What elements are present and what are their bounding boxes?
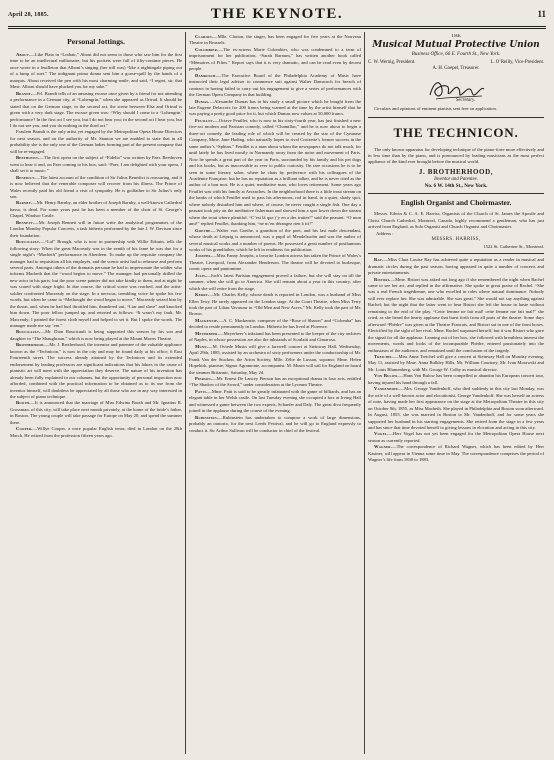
- article-paragraph: [368, 431, 544, 444]
- officer-president: C. W. Wernig, President.: [368, 59, 416, 65]
- article-paragraph: [189, 331, 361, 344]
- article-text: —Miss Fanny Josephs, a favorite London actress has taken the Prince of Wales’s Theatre, Liverpool, from Alexander Henderson. The theatre will be devoted to burlesque, comic opera and pantomime.: [189, 253, 361, 272]
- divider: [368, 193, 544, 194]
- article-text: —Mr. Henry Barnby, an elder brother of Joseph Barnby, a well-known Cathedral basso, is dead. For some years past he has been a member of the choir of St. George’s Chapel, Windsor Castle.: [10, 200, 182, 219]
- article-paragraph: [189, 253, 361, 272]
- article-text: —The correspondence of Richard Wagner, which has been edited by Herr Kastner, will appear in Vienna some time in May. The correspondence comprises the period of Wagner’s life from 1830 to 1883.: [368, 444, 544, 463]
- article-text: —Mr. J. Brotherhood, the inventor and patentee of the valuable appliance known as the “Technicon,” is now in the city and may be found daily at his office, 6 East Fourteenth street. The success already attained by the Technicon and its extended endorsement by leading professors are significant indications that his labors in the cause of pianistic art will meet with the appreciation they deserve. The nature of his invention has already been fully explained in our columns, but the opportunity of personal inspection now afforded, combined with the practical information to be obtained as to its use from the inventor himself, will doubtless be appreciated by all those who are in any way interested in the subject of piano technique.: [10, 342, 182, 400]
- article-lead: Dumas.: [195, 98, 210, 104]
- article-lead: Josephs.: [195, 253, 212, 259]
- article-text: —Herr Vogel has not yet been engaged for the Metropolitan Opera House next season as currently reported.: [368, 431, 544, 443]
- article-paragraph: [368, 354, 544, 373]
- article-lead: Benedict.: [16, 174, 36, 180]
- article-lead: Pierson.: [195, 376, 213, 382]
- article-text: Fraulein Brandt is the only artist yet engaged by the Metropolitan Opera House Directors for next season, and on the authority of Mr. Stanton we are enabled to state that in all probability she is the only one of the German ladies forming part of the present company that will be re-engaged.: [10, 129, 182, 154]
- technicon-maker: J. BROTHERHOOD,: [418, 167, 494, 176]
- article-text: —Hans Von Bulow has been compelled to abandon his European concert tour, having injured his hand through a fall.: [368, 373, 544, 385]
- union-ad-title: Musical Mutual Protective Union: [372, 39, 540, 50]
- ad-note: Circulars and opinions of eminent pianists sent free on application.: [374, 105, 497, 111]
- article-text: —Alexandre Dumas has in his study a small picture which he bought from the late Eugene Delacroix for 200 francs being warned at the time by the artist himself that he was paying a pretty good price for it, but which Dumas now values at 50,000 francs.: [189, 98, 361, 117]
- article-lead: Mackenzie.: [195, 317, 219, 323]
- column-advertisements: [368, 34, 544, 756]
- article-lead: Booth.: [16, 400, 31, 406]
- article-lead: Treichel.: [374, 353, 394, 359]
- article-paragraph: [10, 400, 182, 426]
- article-lead: Damrosch.: [195, 72, 217, 78]
- article-text: —“Lal” Brough, who is now in partnership with Willie Edouin, tells the following story: When the great Macready was in the zenith of his fame he was due for a single night’s “Macbeth” performance in Aberdeen. To make up the requisite company the manager had to requisition all his employés, and the scenic artist had to rehearse and perform several parts. Amongst others of the dramatis personæ he had to impersonate the soldier who informs Macbeth that the “wood begins to move.” The manager had personally drilled the new actor in his parts, but the poor scene painter did not take kindly to them, and at night he was scared with stage fright. In due course, the critical scene was reached, and the artist-soldier confronted Macready on the stage. In a nervous, trembling voice he spoke his few words, but when he came to “Methought the wood began to move,” Macready seized him by the throat, and, when he had hurl throttled him, thundered out, “Liar and slave” and knocked him down. The poor fellow jumped up, and retorted as follows: “It wasn’t my fault, Mr. Macready; I painted the forest cloth myself and helped to set it. But I spoke the words. The manager made me say ’em.”: [10, 239, 182, 329]
- organist-address-street: 1522 St. Catherine St., Montreal.: [483, 243, 544, 249]
- column-divider: [185, 32, 186, 754]
- article-paragraph: [10, 329, 182, 342]
- article-lead: About.: [16, 52, 31, 57]
- article-text: —It is announced that the marriage of Miss Edwina Booth and Mr. Ignatius R. Grossman, of this city, will take place next month privately, at the home of the bride’s father, in Boston. The young couple will take passage for Europe on May 20, and spend the summer there.: [10, 400, 182, 425]
- article-text: —Juch’s latest Parisian engagement proved a failure, but she will stay on till the summer, when she will go to America. She will remain about a year in this country, after which she will retire from the stage.: [189, 272, 361, 291]
- article-paragraph: [189, 47, 361, 73]
- article-paragraph: [189, 415, 361, 434]
- union-ad-address: Business Office, 66 E. Fourth St., New York.: [411, 51, 501, 57]
- article-text: —Mr. Ernest De Lancey Pierson has an exceptional drama in four acts, entitled “The Shadow of the Sword,” under consideration at the Lyceum Theatre.: [189, 376, 361, 388]
- article-text: —Like Plato in “Lothair,” About did not seem to those who saw him for the first time to be an intellectual millionaire, but his pockets were full of fifty-centime pieces. He once wrote in a feuilleton that Alboni’s singing (her trill was) “like a nightingale piping out of a lump of suet.” The indignant prima donna sent him a goose-quill by the hands of a marquis. About received the pen with his most charming smile, and said, “I regret, sir, that Mme. Alboni should have plucked you for my sake.”: [10, 52, 182, 90]
- article-lead: Munn.: [195, 343, 208, 349]
- article-text: —M. Oviede Musin will give a farewell concert at Steinway Hall, Wednesday, April 29th, 1885, assisted by an orchestra of sixty performers under the conductorship of Mr. Frank Van der Stucken, the Arion Society, Mlle. Zélie de Lussan, soprano; Mme. Helen Hopekirk, pianiste; Signor Agramonte, accompanist. M. Musin will sail for England on board the steamer Britannic, Saturday, May 2d.: [189, 343, 361, 375]
- article-lead: Feuillet.: [195, 117, 215, 123]
- article-paragraph: [189, 118, 361, 228]
- page-number: 11: [537, 9, 546, 19]
- article-text: —The ex-actress Marie Colombier, who was condemned to a term of imprisonment for her publication, “Sarah Barnum,” has written another book called “Mémoires of Fifies.” Report says that it is very dramatic, and can be read even by decent people.: [189, 46, 361, 72]
- article-text: —The Executive Board of the Philadelphia Academy of Music have instructed their legal adviser to commence suit against Walter Damrosch for breach of contract in having failed to carry out his engagement to give a series of performances with the German Opera Company in that building.: [189, 72, 361, 98]
- column-personal-jottings: [10, 34, 182, 756]
- masthead-title: THE KEYNOTE.: [210, 6, 344, 22]
- article-paragraph: [189, 99, 361, 118]
- article-paragraph: [189, 292, 361, 318]
- article-paragraph: [368, 277, 544, 354]
- article-list: [10, 52, 182, 439]
- article-paragraph: [189, 73, 361, 99]
- article-lead: Vogel.: [374, 431, 389, 437]
- article-text: —A. C. Mackenzie, composer of the “Rose of Sharon” and “Colomba” has decided to reside permanently in London. Hitherto he has lived at Florence.: [189, 317, 361, 330]
- article-text: —Willye Cooper, a once popular English tenor, died in London on the 28th March. He retired from the profession fifteen years ago.: [10, 426, 182, 438]
- article-lead: Rubinstein.: [195, 414, 219, 420]
- article-lead: Bennett.: [16, 219, 35, 225]
- article-lead: Colombier.: [195, 46, 219, 52]
- article-lead: Wagner.: [374, 444, 392, 450]
- article-lead: Juch.: [195, 272, 207, 278]
- article-text: —The first opera on the subject of “Fidelio” was written by Paer. Beethoven went to hear it and, on Paer coming to his box, said: “Paer, I am delighted with your opera, I shall set it to music.”: [10, 155, 182, 174]
- article-paragraph: [10, 220, 182, 239]
- issue-date: April 28, 1885.: [8, 12, 49, 18]
- article-text: —Mme. Ristori was asked not long ago if she remembered the night when Rachel came to see her act, and replied in the affirmative. She spoke in great praise of Rachel. “She was a real French tragédienne, one who excelled in roles where natural dominance. Nobody will ever replace her. She was admirable. She was great.” She would not say anything against Rachel; but the night that the latter went to hear Ristori she left the house in haste without remaining to the end of the play. “Cette femme ne fait mal! cette femme me fait mal!” she cried, as she heard the hearty applause that burst forth from all parts of the theatre. Some days afterward “Phèdre” was given at the Theatre Francais, and Ristori sat in one of the front boxes. Electrified by the sight of her rival, Mme. Rachel surpassed herself, but it was Ristori who gave the signal for all the applause. Leaning out of her box, she followed with breathless interest the movements, words and looks of the incomparable Phèdre, entered passionately into the enthusiasm of the audience, and remained until the conclusion of the tragedy.: [368, 276, 544, 353]
- article-paragraph: [189, 344, 361, 376]
- organist-ad-body: Messrs. Edwin & C. A. E. Harriss, Organists of the Church of St. James the Apostle and Christ Church Cathedral, Montreal, Canada, highly recommend a gentleman, who has just arrived from England, as Solo Organist and Church Organist and Choirmaster.: [368, 211, 544, 230]
- organist-ad-title: English Organist and Choirmaster.: [400, 198, 512, 208]
- technicon-ad-body: The only known apparatus for developing technique of the piano-forte more effectively and in less time than by the piano, and is pronounced by leading musicians as the most perfect appliance of the kind ever brought before the musical world.: [368, 146, 544, 165]
- organist-address-name: MESSRS. HARRISS,: [431, 237, 481, 243]
- article-text: —Meyerbeer’s inkstand has been presented to the keeper of the city archives of Naples, in whose possession are also the inkstands of Scarlatti and Cimarosa.: [189, 330, 361, 343]
- article-lead: Boucicault.: [16, 239, 41, 245]
- article-paragraph: [10, 239, 182, 329]
- article-lead: Cooper.: [16, 426, 33, 432]
- technicon-ad-title: THE TECHNICON.: [393, 124, 519, 140]
- column-middle: [189, 34, 361, 756]
- ad-kicker: THE: [451, 34, 461, 39]
- technicon-maker-role: Inventor and Patentee.: [434, 176, 478, 182]
- section-heading: Personal Jottings.: [67, 37, 125, 46]
- article-text: —Miss Clara Louise Ray has achieved quite a reputation as a reader in musical and dramatic circles during the past season, having appeared in quite a number of concerts and private entertainments.: [368, 257, 544, 276]
- article-paragraph: [189, 34, 361, 47]
- article-text: —Mme. Patti is said to be greatly infatuated with the game of billiards, and has an elegant table in her Welsh castle. On last Tuesday evening she occupied a box at Irving Hall and witnessed a game between the two experts, Schaefer and Daly. The great diva frequently joined in the applause during the course of the evening.: [189, 388, 361, 414]
- organist-address-label: Address :: [376, 230, 394, 236]
- header-rule-thin: [8, 28, 546, 29]
- article-paragraph: [10, 200, 182, 219]
- article-paragraph: [10, 155, 182, 174]
- article-paragraph: [189, 228, 361, 254]
- article-paragraph: [189, 318, 361, 331]
- article-text: —Frl. Brandt tells of an amusing excuse once given by a friend for not attending a performance in a German city, of “Lohengrin,” when she appeared as Ortrud. It should be stated that on the German stage, in the second act, the scene between Elsa and Ortrud is given with a very dark stage. The excuse given was: “Why should I come to a ‘Lohengrin’ performance? In the first act I see you, but I do not hear you; in the second act I hear you, but I do not see you, and you do nothing in the third act.”: [10, 90, 182, 128]
- article-paragraph: [189, 376, 361, 389]
- article-paragraph: [10, 91, 182, 130]
- signature-block: [368, 75, 544, 105]
- article-lead: Von Bulow.: [374, 373, 399, 379]
- article-paragraph: [368, 386, 544, 431]
- officer-vice-president: L. O’Reilly, Vice-President.: [490, 59, 544, 65]
- article-lead: Patti.: [195, 388, 208, 394]
- technicon-maker-address: No. 6 W. 14th St., New York.: [424, 183, 488, 190]
- article-paragraph: [189, 389, 361, 415]
- article-paragraph: [368, 373, 544, 386]
- article-text: —Miss Anna Treichel will give a concert at Steinway Hall on Monday evening, May 11, assisted by Mme. Anna Bulkley Hills, Mr. William Courtney, Mr. Ivan Morawski and Mr. Louis Blumenberg, with Mr. George W. Colby as musical director.: [368, 353, 544, 372]
- article-lead: Clarion.: [195, 34, 214, 39]
- officer-treasurer: A. H. Goepel, Treasurer.: [432, 66, 480, 71]
- article-paragraph: [189, 273, 361, 292]
- article-lead: Meyerbeer.: [195, 330, 219, 336]
- signature-caption: Secretary.: [456, 97, 476, 103]
- article-paragraph: [10, 52, 182, 91]
- article-paragraph: [10, 342, 182, 400]
- article-lead: Boucicault.: [16, 329, 41, 335]
- page-header: [8, 6, 546, 26]
- article-text: —Rubinstein has undertaken to compose a work of large dimensions, probably an oratorio, for the next Leeds Festival, and he will go to England expressly to conduct it. Sir Arthur Sullivan will be conductor in chief of the festival.: [189, 414, 361, 433]
- column-divider: [364, 32, 365, 754]
- article-text: —Mr. Joseph Bennett will in future write the analytical programmes of the London Monday Popular Concerts, a task hitherto performed by the late J. W. Davison since their foundation.: [10, 219, 182, 238]
- article-lead: Vandenhoff.: [374, 386, 400, 392]
- article-paragraph: [10, 129, 182, 155]
- article-lead: Ray.: [374, 257, 384, 263]
- header-rule: [8, 26, 546, 27]
- article-text: —Walter von Goethe, a grandson of the poet, and his last male descendant, whose death at Leipzig is announced, was a pupil of Mendelssohn and was the author of several musical works and a number of poems. He possessed a great number of posthumous works of his grandfather, which he left in readiness for publication.: [189, 227, 361, 252]
- article-lead: Goethe.: [195, 227, 212, 233]
- article-lead: Brotherhood.: [16, 342, 45, 348]
- divider: [368, 117, 544, 118]
- article-lead: Brandt.: [16, 90, 33, 96]
- divider: [368, 253, 544, 254]
- article-text: —Mr. Dion Boucicault is being supported this season by his son and daughter in “The Shaughraun,” which is now being played at the Mount Morris Theatre.: [10, 329, 182, 341]
- article-list: [189, 34, 361, 434]
- article-text: —Mrs. George Vandenhoff, who died suddenly in this city last Monday, was the wife of a well-known actor and elocutionist, George Vandenhoff. She was herself an actress of note, having made her first appearance on the stage at the Metropolitan Theatre in this city on October 9th, 1855, as Miss Macbeth. She played in Philadelphia and Boston soon afterward. In August, 1855, she was married in Boston to Mr. Vandenhoff, and for some years she supported her husband in his starring engagements. She retired from the stage in a few years and has since that time devoted herself to giving lessons in elocution and acting in this city.: [368, 386, 544, 430]
- article-text: —Octave Feuillet, who is now in his sixty-fourth year, has just finished a new five-act modern and Parisian comedy, called “Chamillac,” and he is now about to begin a three-act comedy, the leading role of which will be created by the star of the Gymnase Company, Mme. Jane Hading, who naturally hopes to rival Croizette’s former success in the same author’s “Sphinx.” Feuillet is a man about whom the newspapers do not talk much, for until lately he has lived mostly in Normandy away from the noise and movement of Paris. Now he spends a great part of the year in Paris, surrounded by his family and his pet dogs and his books, but as inaccessible as ever to public curiosity. On rare occasions he is to be seen in some literary salon, where he chats by preference with his colleagues of the Académie Française; but he has no reputation as a brilliant talker, and he is never cited as the author of a bon mot. He is a quiet, meditative man, who loves retirement. Some years ago Feuillet was with his family at Avranches. In the neighborhood there is a little trout stream on the banks of which Feuillet used to pass his afternoons, rod in hand, in a quiet, shady spot, where nobody disturbed him and where, of course, he never caught a single fish. One day a peasant took pity on the meditative fisherman and showed him a spot lower down the stream where the trout where plentiful. “C’est là que j’y en a des truites!” said the peasant. “O mon ami!” replied Feuillet, thanking him, “ne m’en dérangez rien à ici!”: [189, 117, 361, 227]
- article-paragraph: [368, 444, 544, 463]
- article-lead: Ristori.: [374, 276, 391, 282]
- article-lead: Kerry.: [195, 292, 210, 298]
- article-text: —The latest account of the condition of Sir Julius Benedict is reassuring, and it is now believed that the venerable composer will recover from his illness. The Prince of Wales recently paid his old friend a visit of sympathy. He is godfather to Sir Julius’s only son.: [10, 174, 182, 199]
- article-paragraph: [368, 257, 544, 276]
- article-lead: Beethoven.: [16, 155, 40, 161]
- article-paragraph: [10, 426, 182, 439]
- article-text: —Mlle. Clarion, the singer, has been engaged for five years at the Nouveau Theatre in Brussels.: [189, 34, 361, 46]
- article-text: —Mr. Charles Kelly, whose death is reported in London, was a husband of Miss Ellen Terry. He rarely appeared on the London stage. At the Court Theatre, when Miss Terry took the part of Lilian Vavasour in “Old Men and New Acres,” Mr. Kelly took the part of Mr. Brown.: [189, 292, 361, 317]
- article-list: [368, 257, 544, 464]
- article-lead: Barnby.: [16, 200, 33, 206]
- article-paragraph: [10, 175, 182, 201]
